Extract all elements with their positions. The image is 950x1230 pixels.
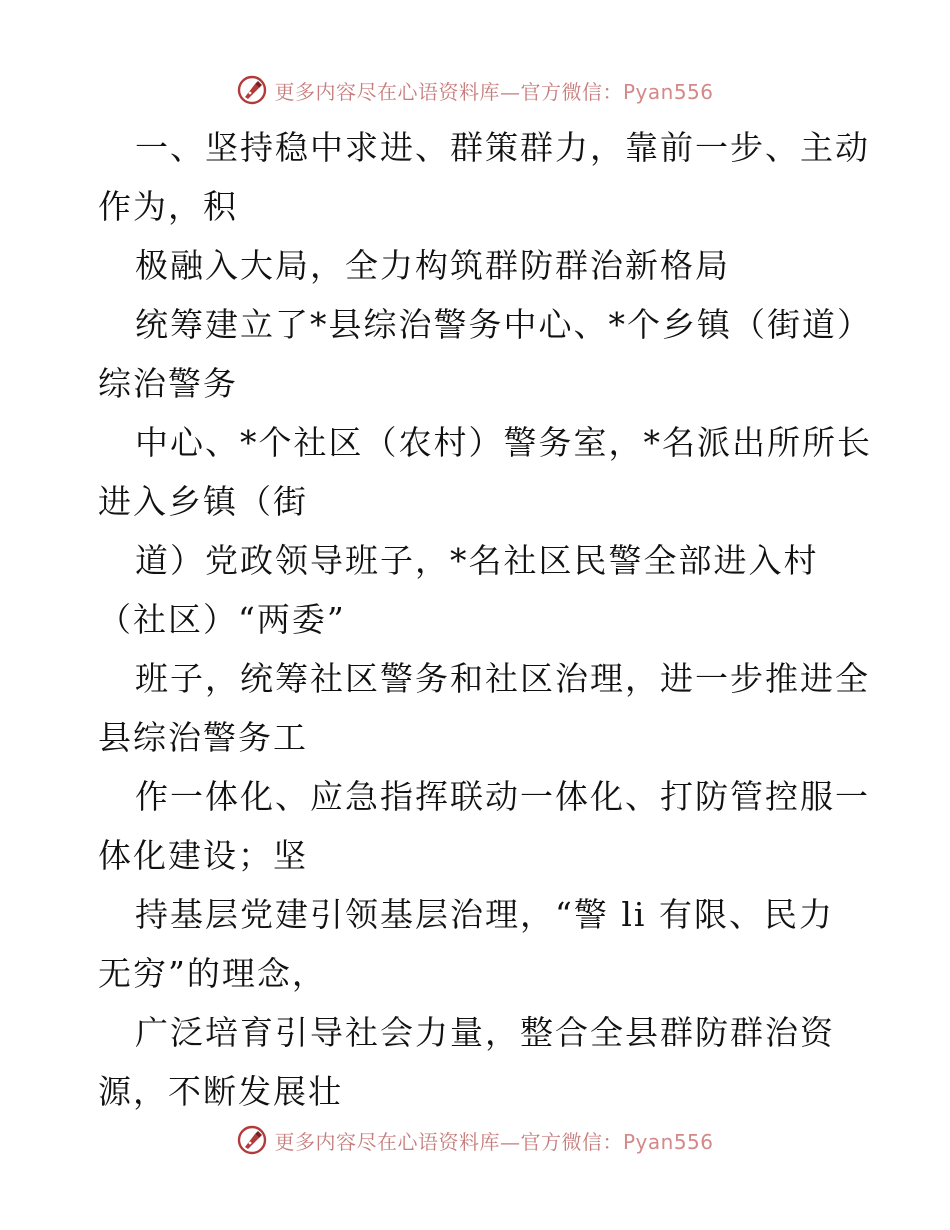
wechat-id: Pyan556	[622, 79, 714, 104]
text-line: （社区）“两委”	[98, 600, 346, 639]
text-line: 体化建设；坚	[98, 836, 308, 875]
text-line: 统筹建立了*县综治警务中心、*个乡镇（街道）	[135, 305, 872, 344]
text-line: 无穷”的理念，	[98, 954, 327, 993]
text-line: 班子，统筹社区警务和社区治理，进一步推进全	[135, 659, 870, 698]
pen-nib-logo-icon	[236, 74, 268, 106]
banner-text: 更多内容尽在心语资料库—官方微信：Pyan556	[274, 79, 714, 104]
text-line: 一、坚持稳中求进、群策群力，靠前一步、主动	[135, 128, 870, 167]
banner-text: 更多内容尽在心语资料库—官方微信：Pyan556	[274, 1129, 714, 1154]
footer-banner	[0, 1120, 950, 1160]
text-line: 广泛培育引导社会力量，整合全县群防群治资	[135, 1013, 835, 1052]
text-line: 作一体化、应急指挥联动一体化、打防管控服一	[135, 777, 870, 816]
pen-nib-logo-icon	[236, 1124, 268, 1156]
text-line: 作为，积	[98, 187, 238, 226]
text-line: 源，不断发展壮	[98, 1072, 343, 1111]
text-line: 持基层党建引领基层治理，“警 li 有限、民力	[135, 895, 834, 934]
text-line: 中心、*个社区（农村）警务室，*名派出所所长	[135, 423, 872, 462]
text-line: 进入乡镇（街	[98, 482, 308, 521]
text-line: 道）党政领导班子，*名社区民警全部进入村	[135, 541, 819, 580]
text-line: 综治警务	[98, 364, 238, 403]
header-banner	[0, 70, 950, 110]
document-body	[98, 118, 872, 1121]
text-line: 极融入大局，全力构筑群防群治新格局	[135, 246, 730, 285]
wechat-id: Pyan556	[622, 1129, 714, 1154]
text-line: 县综治警务工	[98, 718, 308, 757]
